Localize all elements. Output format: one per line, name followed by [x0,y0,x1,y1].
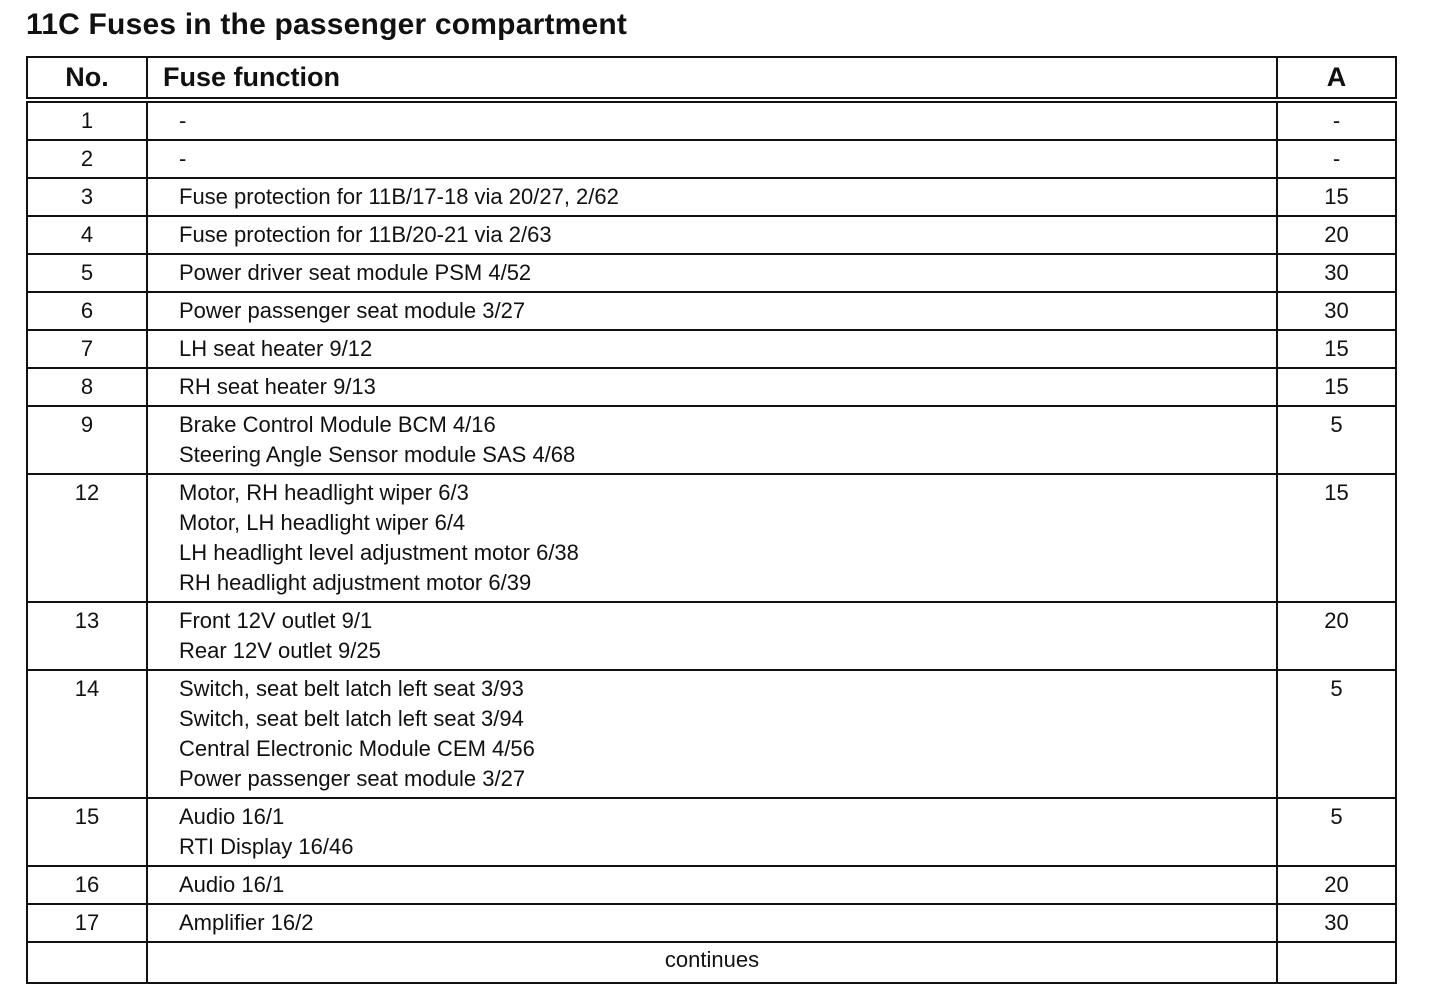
fuse-number: 4 [27,216,147,254]
fuse-number: 2 [27,140,147,178]
fuse-function-cell [147,798,1277,866]
table-row [27,474,1396,602]
continues-label: continues [147,942,1277,983]
column-header-fuse-function: Fuse function [147,57,1277,100]
fuse-function-cell [147,406,1277,474]
fuse-amperage: 30 [1277,904,1396,942]
fuse-amperage: - [1277,140,1396,178]
fuse-function-line: Fuse protection for 11B/20-21 via 2/63 [179,222,552,247]
fuse-function-line: Audio 16/1 [179,804,285,829]
table-row [27,866,1396,904]
fuse-function-cell [147,866,1277,904]
fuse-function-line: Motor, LH headlight wiper 6/4 [179,510,466,535]
fuse-amperage: 20 [1277,602,1396,670]
fuse-function-line: Amplifier 16/2 [179,910,314,935]
fuse-function-line: Power passenger seat module 3/27 [179,298,526,323]
fuse-number: 15 [27,798,147,866]
table-row [27,904,1396,942]
page-title: 11C Fuses in the passenger compartment [26,8,628,41]
table-row [27,292,1396,330]
fuse-function-cell [147,254,1277,292]
fuse-function-cell [147,216,1277,254]
table-row [27,100,1396,140]
continues-amperage-cell [1277,942,1396,983]
fuse-number: 16 [27,866,147,904]
table-row [27,216,1396,254]
fuse-function-cell [147,330,1277,368]
fuse-function-cell [147,100,1277,140]
fuse-number: 9 [27,406,147,474]
fuse-number: 17 [27,904,147,942]
fuse-amperage: 5 [1277,670,1396,798]
fuse-function-line: RTI Display 16/46 [179,834,354,859]
table-row [27,798,1396,866]
fuse-number: 8 [27,368,147,406]
table-row [27,602,1396,670]
fuse-number: 3 [27,178,147,216]
fuse-function-line: LH seat heater 9/12 [179,336,373,361]
fuse-amperage: - [1277,100,1396,140]
fuse-function-line: RH headlight adjustment motor 6/39 [179,570,532,595]
fuse-function-line: Front 12V outlet 9/1 [179,608,373,633]
fuse-amperage: 20 [1277,866,1396,904]
fuse-function-cell [147,178,1277,216]
fuse-function-line: Rear 12V outlet 9/25 [179,638,381,663]
column-header-amperage: A [1277,57,1396,100]
table-row [27,140,1396,178]
fuse-function-line: Steering Angle Sensor module SAS 4/68 [179,442,576,467]
fuse-function-line: - [179,146,187,171]
fuse-function-line: Switch, seat belt latch left seat 3/93 [179,676,524,701]
fuse-function-line: Power passenger seat module 3/27 [179,766,526,791]
fuse-number: 14 [27,670,147,798]
fuse-function-cell [147,292,1277,330]
continues-no-cell [27,942,147,983]
fuse-number: 1 [27,100,147,140]
fuse-function-line: Motor, RH headlight wiper 6/3 [179,480,469,505]
fuse-amperage: 20 [1277,216,1396,254]
fuse-function-line: Brake Control Module BCM 4/16 [179,412,496,437]
fuse-number: 13 [27,602,147,670]
continues-row [27,942,1396,983]
fuse-function-cell [147,602,1277,670]
table-row [27,178,1396,216]
fuse-amperage: 5 [1277,406,1396,474]
fuse-number: 5 [27,254,147,292]
fuse-function-line: RH seat heater 9/13 [179,374,376,399]
table-row [27,330,1396,368]
header-row [27,57,1396,100]
fuse-function-line: - [179,108,187,133]
fuse-function-line: Switch, seat belt latch left seat 3/94 [179,706,524,731]
fuse-amperage: 15 [1277,368,1396,406]
fuse-amperage: 30 [1277,254,1396,292]
fuse-amperage: 5 [1277,798,1396,866]
fuse-function-cell [147,368,1277,406]
fuse-function-cell [147,140,1277,178]
table-row [27,254,1396,292]
fuse-function-line: Power driver seat module PSM 4/52 [179,260,532,285]
fuse-function-line: LH headlight level adjustment motor 6/38 [179,540,579,565]
fuse-function-line: Fuse protection for 11B/17-18 via 20/27, 2/62 [179,184,619,209]
fuse-function-cell [147,474,1277,602]
fuse-function-line: Central Electronic Module CEM 4/56 [179,736,535,761]
table-row [27,670,1396,798]
table-row [27,406,1396,474]
table-header [27,57,1396,100]
fuse-function-cell [147,904,1277,942]
fuse-number: 7 [27,330,147,368]
fuse-amperage: 15 [1277,474,1396,602]
column-header-no: No. [27,57,147,100]
fuse-amperage: 15 [1277,178,1396,216]
table-body [27,100,1396,983]
table-row [27,368,1396,406]
fuse-amperage: 15 [1277,330,1396,368]
fuse-function-line: Audio 16/1 [179,872,285,897]
fuse-table [26,56,1397,984]
fuse-number: 12 [27,474,147,602]
fuse-function-cell [147,670,1277,798]
fuse-number: 6 [27,292,147,330]
fuse-amperage: 30 [1277,292,1396,330]
